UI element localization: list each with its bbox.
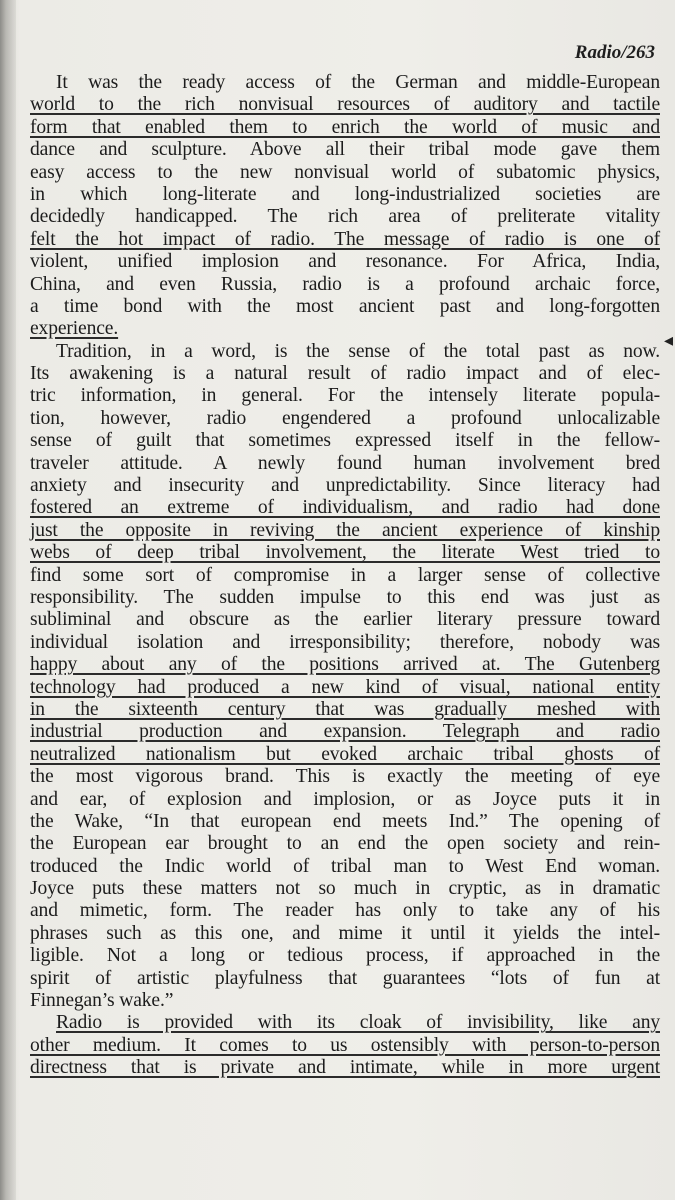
text-line-underlined: Radio is provided with its cloak of invisibility, like any	[56, 1012, 660, 1034]
text-line: find some sort of compromise in a larger sense of collective	[30, 564, 660, 586]
margin-arrow-mark: ◂	[663, 330, 673, 351]
text-line: easy access to the new nonvisual world of subatomic physics,	[30, 161, 660, 183]
text-line-underlined: world to the rich nonvisual resources of auditory and tactile	[30, 94, 660, 116]
text-line: phrases such as this one, and mime it until it yields the intel-	[30, 922, 660, 944]
text-line: violent, unified implosion and resonance. For Africa, India,	[30, 251, 660, 273]
text-line: Tradition, in a word, is the sense of the total past as now.	[56, 340, 660, 362]
text-line: subliminal and obscure as the earlier literary pressure toward	[30, 609, 660, 631]
text-line-underlined: webs of deep tribal involvement, the literate West tried to	[30, 542, 660, 564]
text-line-underlined: experience.	[30, 318, 119, 340]
text-line-underlined: form that enabled them to enrich the world of music and	[30, 116, 660, 138]
text-line: and ear, of explosion and implosion, or as Joyce puts it in	[30, 788, 660, 810]
text-line: and mimetic, form. The reader has only to take any of his	[30, 900, 660, 922]
text-line: tion, however, radio engendered a profound unlocalizable	[30, 407, 660, 429]
text-line: the most vigorous brand. This is exactly the meeting of eye	[30, 766, 660, 788]
text-line-underlined: industrial production and expansion. Telegraph and radio	[30, 721, 660, 743]
text-line: China, and even Russia, radio is a profound archaic force,	[30, 273, 660, 295]
text-line: Joyce puts these matters not so much in cryptic, as in dramatic	[30, 878, 660, 900]
running-head: Radio/263	[574, 42, 655, 63]
text-line: traveler attitude. A newly found human involvement bred	[30, 452, 660, 474]
text-line-underlined: just the opposite in reviving the ancient experience of kinship	[30, 519, 660, 541]
text-line: anxiety and insecurity and unpredictability. Since literacy had	[30, 475, 660, 497]
book-spine-shadow	[0, 0, 16, 1200]
text-line: a time bond with the most ancient past and long-forgotten	[30, 295, 660, 317]
text-line: ligible. Not a long or tedious process, if approached in the	[30, 945, 660, 967]
text-line: tric information, in general. For the intensely literate popula-	[30, 385, 660, 407]
text-line: sense of guilt that sometimes expressed itself in the fellow-	[30, 430, 660, 452]
text-line: decidedly handicapped. The rich area of preliterate vitality	[30, 206, 660, 228]
text-line-underlined: directness that is private and intimate, while in more urgent	[30, 1057, 660, 1079]
text-line: dance and sculpture. Above all their tribal mode gave them	[30, 139, 660, 161]
text-line: spirit of artistic playfulness that guarantees “lots of fun at	[30, 967, 660, 989]
text-line: responsibility. The sudden impulse to this end was just as	[30, 586, 660, 608]
text-line: in which long-literate and long-industrialized societies are	[30, 183, 660, 205]
text-line-underlined: technology had produced a new kind of visual, national entity	[30, 676, 660, 698]
text-line-underlined: other medium. It comes to us ostensibly with person-to-person	[30, 1034, 660, 1056]
text-line: troduced the Indic world of tribal man to West End woman.	[30, 855, 660, 877]
text-line-underlined: happy about any of the positions arrived at. The Gutenberg	[30, 654, 660, 676]
text-line: individual isolation and irresponsibility; therefore, nobody was	[30, 631, 660, 653]
text-line-underlined: fostered an extreme of individualism, and radio had done	[30, 497, 660, 519]
text-line: the Wake, “In that european end meets Ind.” The opening of	[30, 810, 660, 832]
text-line-underlined: in the sixteenth century that was gradually meshed with	[30, 698, 660, 720]
text-line: Finnegan’s wake.”	[30, 990, 174, 1012]
text-line: the European ear brought to an end the open society and rein-	[30, 833, 660, 855]
text-line: Its awakening is a natural result of radio impact and of elec-	[30, 363, 660, 385]
text-line-underlined: neutralized nationalism but evoked archaic tribal ghosts of	[30, 743, 660, 765]
text-line-underlined: felt the hot impact of radio. The message of radio is one of	[30, 228, 660, 250]
body-text	[30, 72, 660, 1080]
text-line: It was the ready access of the German and middle-European	[56, 72, 660, 93]
